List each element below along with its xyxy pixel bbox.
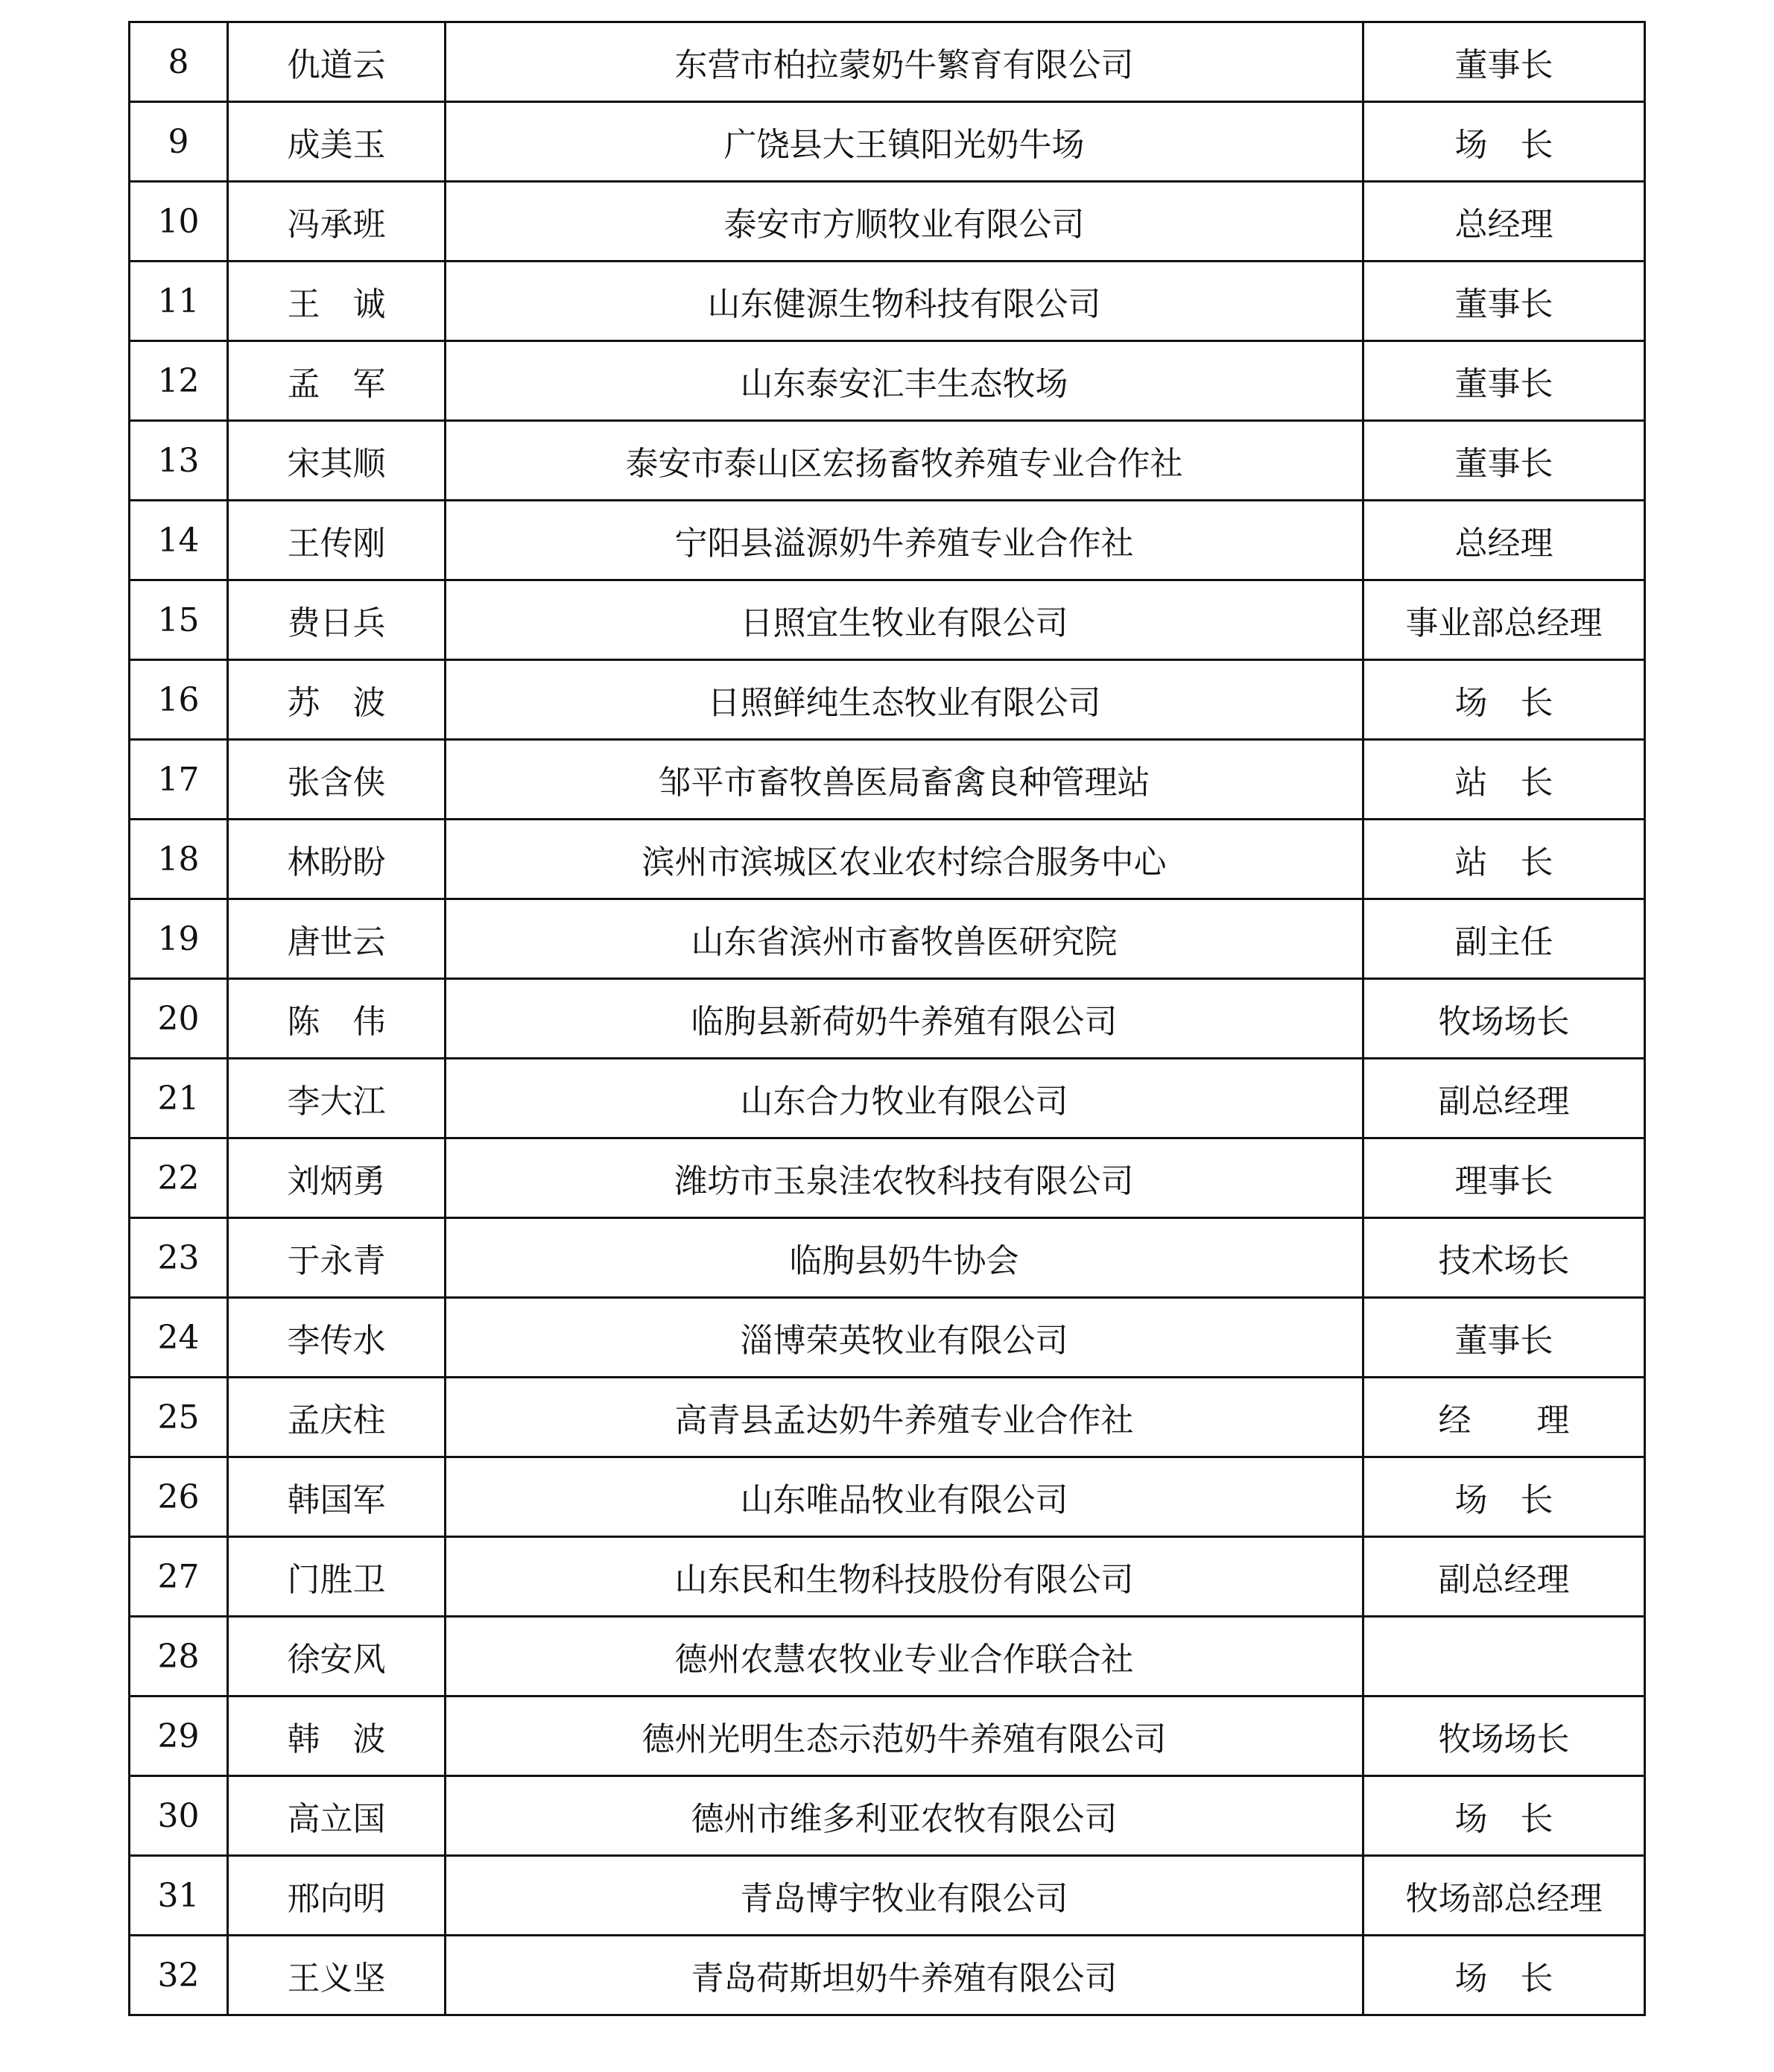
job-title-cell: 董事长 (1363, 341, 1645, 421)
table-row (130, 1457, 1645, 1537)
job-title-cell: 场 长 (1363, 1457, 1645, 1537)
organization-cell: 山东唯品牧业有限公司 (446, 1457, 1363, 1537)
organization-cell: 日照宜生牧业有限公司 (446, 580, 1363, 660)
person-name-cell: 张含侠 (228, 740, 446, 820)
job-title-cell (1363, 1617, 1645, 1696)
row-number-cell: 24 (130, 1298, 228, 1378)
row-number-cell: 26 (130, 1457, 228, 1537)
job-title-cell: 董事长 (1363, 421, 1645, 501)
organization-cell: 滨州市滨城区农业农村综合服务中心 (446, 820, 1363, 899)
person-name-cell: 李传水 (228, 1298, 446, 1378)
row-number-cell: 21 (130, 1059, 228, 1138)
row-number-cell: 10 (130, 182, 228, 262)
table-row (130, 1537, 1645, 1617)
job-title-cell: 经 理 (1363, 1378, 1645, 1457)
row-number-cell: 31 (130, 1856, 228, 1936)
job-title-cell: 董事长 (1363, 1298, 1645, 1378)
person-name-cell: 王 诚 (228, 262, 446, 341)
person-name-cell: 门胜卫 (228, 1537, 446, 1617)
roster-table-body (130, 22, 1645, 2015)
job-title-cell: 牧场部总经理 (1363, 1856, 1645, 1936)
table-row (130, 1617, 1645, 1696)
person-name-cell: 韩 波 (228, 1696, 446, 1776)
person-name-cell: 费日兵 (228, 580, 446, 660)
organization-cell: 德州市维多利亚农牧有限公司 (446, 1776, 1363, 1856)
job-title-cell: 事业部总经理 (1363, 580, 1645, 660)
job-title-cell: 总经理 (1363, 182, 1645, 262)
table-row (130, 820, 1645, 899)
person-name-cell: 成美玉 (228, 102, 446, 182)
organization-cell: 德州农慧农牧业专业合作联合社 (446, 1617, 1363, 1696)
table-row (130, 501, 1645, 580)
table-row (130, 580, 1645, 660)
job-title-cell: 副主任 (1363, 899, 1645, 979)
job-title-cell: 总经理 (1363, 501, 1645, 580)
table-row (130, 1138, 1645, 1218)
table-row (130, 740, 1645, 820)
job-title-cell: 副总经理 (1363, 1059, 1645, 1138)
job-title-cell: 场 长 (1363, 1776, 1645, 1856)
row-number-cell: 11 (130, 262, 228, 341)
organization-cell: 山东省滨州市畜牧兽医研究院 (446, 899, 1363, 979)
table-row (130, 262, 1645, 341)
table-row (130, 22, 1645, 102)
person-name-cell: 高立国 (228, 1776, 446, 1856)
person-name-cell: 冯承班 (228, 182, 446, 262)
row-number-cell: 30 (130, 1776, 228, 1856)
job-title-cell: 副总经理 (1363, 1537, 1645, 1617)
person-name-cell: 苏 波 (228, 660, 446, 740)
table-row (130, 102, 1645, 182)
person-name-cell: 徐安风 (228, 1617, 446, 1696)
job-title-cell: 场 长 (1363, 102, 1645, 182)
organization-cell: 泰安市泰山区宏扬畜牧养殖专业合作社 (446, 421, 1363, 501)
person-name-cell: 孟 军 (228, 341, 446, 421)
table-row (130, 1298, 1645, 1378)
job-title-cell: 董事长 (1363, 262, 1645, 341)
row-number-cell: 14 (130, 501, 228, 580)
table-row (130, 1776, 1645, 1856)
job-title-cell: 牧场场长 (1363, 1696, 1645, 1776)
organization-cell: 临朐县奶牛协会 (446, 1218, 1363, 1298)
person-name-cell: 仇道云 (228, 22, 446, 102)
row-number-cell: 20 (130, 979, 228, 1059)
table-row (130, 1936, 1645, 2015)
organization-cell: 山东民和生物科技股份有限公司 (446, 1537, 1363, 1617)
row-number-cell: 29 (130, 1696, 228, 1776)
organization-cell: 泰安市方顺牧业有限公司 (446, 182, 1363, 262)
job-title-cell: 理事长 (1363, 1138, 1645, 1218)
row-number-cell: 19 (130, 899, 228, 979)
row-number-cell: 22 (130, 1138, 228, 1218)
organization-cell: 青岛博宇牧业有限公司 (446, 1856, 1363, 1936)
person-name-cell: 刘炳勇 (228, 1138, 446, 1218)
table-row (130, 899, 1645, 979)
row-number-cell: 18 (130, 820, 228, 899)
person-name-cell: 李大江 (228, 1059, 446, 1138)
row-number-cell: 9 (130, 102, 228, 182)
table-row (130, 1696, 1645, 1776)
row-number-cell: 15 (130, 580, 228, 660)
organization-cell: 日照鲜纯生态牧业有限公司 (446, 660, 1363, 740)
person-name-cell: 宋其顺 (228, 421, 446, 501)
row-number-cell: 8 (130, 22, 228, 102)
organization-cell: 山东泰安汇丰生态牧场 (446, 341, 1363, 421)
job-title-cell: 场 长 (1363, 660, 1645, 740)
organization-cell: 高青县孟达奶牛养殖专业合作社 (446, 1378, 1363, 1457)
job-title-cell: 技术场长 (1363, 1218, 1645, 1298)
table-row (130, 1059, 1645, 1138)
person-name-cell: 邢向明 (228, 1856, 446, 1936)
table-row (130, 182, 1645, 262)
organization-cell: 淄博荣英牧业有限公司 (446, 1298, 1363, 1378)
person-name-cell: 孟庆柱 (228, 1378, 446, 1457)
row-number-cell: 23 (130, 1218, 228, 1298)
organization-cell: 德州光明生态示范奶牛养殖有限公司 (446, 1696, 1363, 1776)
job-title-cell: 牧场场长 (1363, 979, 1645, 1059)
row-number-cell: 32 (130, 1936, 228, 2015)
table-row (130, 421, 1645, 501)
person-name-cell: 唐世云 (228, 899, 446, 979)
row-number-cell: 27 (130, 1537, 228, 1617)
person-name-cell: 韩国军 (228, 1457, 446, 1537)
row-number-cell: 16 (130, 660, 228, 740)
table-row (130, 1856, 1645, 1936)
job-title-cell: 董事长 (1363, 22, 1645, 102)
organization-cell: 宁阳县溢源奶牛养殖专业合作社 (446, 501, 1363, 580)
person-name-cell: 林盼盼 (228, 820, 446, 899)
job-title-cell: 场 长 (1363, 1936, 1645, 2015)
row-number-cell: 25 (130, 1378, 228, 1457)
person-name-cell: 王义坚 (228, 1936, 446, 2015)
row-number-cell: 13 (130, 421, 228, 501)
row-number-cell: 28 (130, 1617, 228, 1696)
organization-cell: 山东健源生物科技有限公司 (446, 262, 1363, 341)
organization-cell: 青岛荷斯坦奶牛养殖有限公司 (446, 1936, 1363, 2015)
roster-table (128, 21, 1646, 2016)
table-row (130, 660, 1645, 740)
organization-cell: 潍坊市玉泉洼农牧科技有限公司 (446, 1138, 1363, 1218)
table-row (130, 1218, 1645, 1298)
organization-cell: 临朐县新荷奶牛养殖有限公司 (446, 979, 1363, 1059)
person-name-cell: 陈 伟 (228, 979, 446, 1059)
person-name-cell: 于永青 (228, 1218, 446, 1298)
person-name-cell: 王传刚 (228, 501, 446, 580)
organization-cell: 广饶县大王镇阳光奶牛场 (446, 102, 1363, 182)
row-number-cell: 12 (130, 341, 228, 421)
organization-cell: 邹平市畜牧兽医局畜禽良种管理站 (446, 740, 1363, 820)
table-row (130, 1378, 1645, 1457)
row-number-cell: 17 (130, 740, 228, 820)
organization-cell: 东营市柏拉蒙奶牛繁育有限公司 (446, 22, 1363, 102)
job-title-cell: 站 长 (1363, 740, 1645, 820)
table-row (130, 979, 1645, 1059)
organization-cell: 山东合力牧业有限公司 (446, 1059, 1363, 1138)
job-title-cell: 站 长 (1363, 820, 1645, 899)
table-row (130, 341, 1645, 421)
